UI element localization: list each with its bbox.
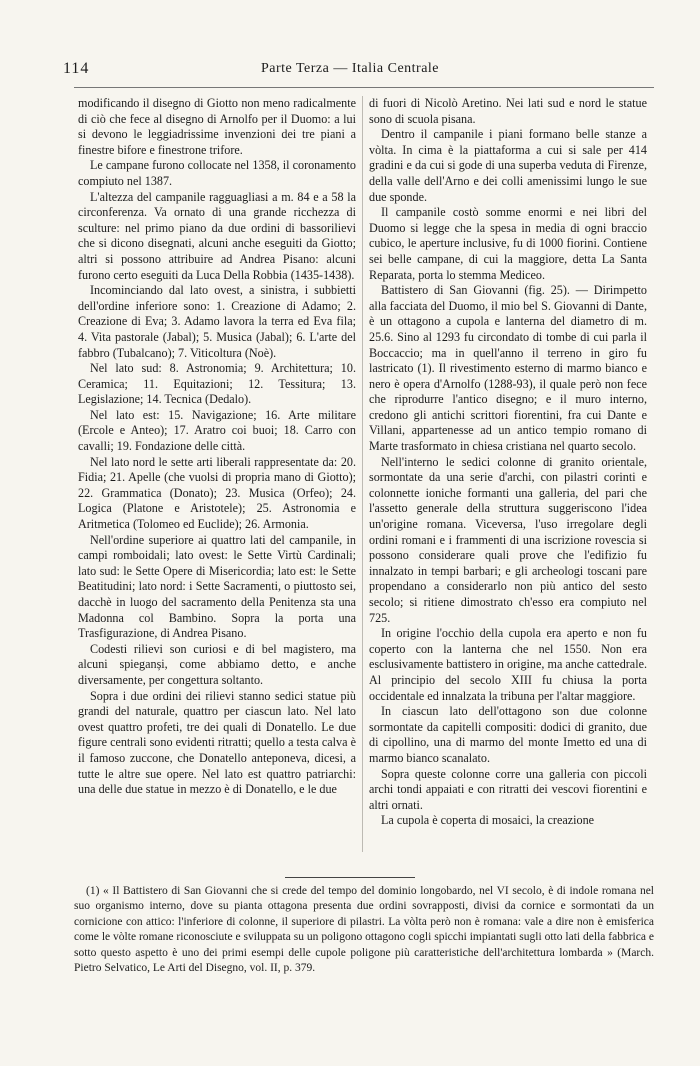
paragraph: In ciascun lato dell'ottagono son due colonne sormontate da capitelli compositi: dodici di granito, due di cipollino, una di marmo del monte Imetto ed una di marmo bianco scanalato. xyxy=(369,704,647,765)
paragraph: Nel lato est: 15. Navigazione; 16. Arte militare (Ercole e Anteo); 17. Aratro coi buoi; 18. Carro con cavalli; 19. Fondazione delle città. xyxy=(78,407,356,454)
footnote: (1) « Il Battistero di San Giovanni che si crede del tempo del dominio longobardo, nel VI secolo, è di indole romana nel suo organismo interno, dove su pianta ottagona presenta due ordini sovrapposti, divisi da cornice e sormontati da un cornicione con attico: l'inferiore di colonne, il superiore di pilastri. La vòlta però non è romana: vale a dire non è emisferica come le vòlte romane riconosciute e sviluppata su un poligono ottagono cogli spicchi impiantati sugli otto lati della fabbrica e sotto questo aspetto è uno dei primi esempi delle cupole poligone più caratteristiche dell'architettura lombarda » (March. Pietro Selvatico, Le Arti del Disegno, vol. II, p. 379. xyxy=(74,885,654,975)
column-divider xyxy=(362,96,363,852)
paragraph: Nell'ordine superiore ai quattro lati del campanile, in campi romboidali; lato ovest: le Sette Virtù Cardinali; lato sud: le Sette Opere di Misericordia; lato est: le Sette Beatitudini; lato nord: i Sette Sacramenti, o piuttosto sei, dacchè in luogo del sacramento della Penitenza sta una Madonna col Bambino. Sopra la porta una Trasfigurazione, di Andrea Pisano. xyxy=(78,532,356,641)
paragraph: Sopra queste colonne corre una galleria con piccoli archi tondi appaiati e con ritratti dei vescovi fiorentini e altri ornati. xyxy=(369,766,647,812)
running-head: Parte Terza — Italia Centrale xyxy=(260,61,440,76)
paragraph: In origine l'occhio della cupola era aperto e non fu coperto con la lanterna che nel 1550. Non era esclusivamente battistero in origine, ma anche cattedrale. Al principio del secolo XIII fu chiusa la porta occidentale ed innalzata la tribuna per l'altar maggiore. xyxy=(369,626,647,703)
paragraph: La cupola è coperta di mosaici, la creazione xyxy=(381,813,595,828)
footnote-rule xyxy=(285,877,415,878)
paragraph: Codesti rilievi son curiosi e di bel magistero, ma alcuni spieganși, come abbiamo detto, e anche diversamente, per congettura soltanto. xyxy=(78,641,356,687)
paragraph: L'altezza del campanile ragguagliasi a m. 84 e a 58 la circonferenza. Va ornato di una grande ricchezza di sculture: nel primo piano da due ordini di bassorilievi che si dicono disegnati, alcuni anche eseguiti da Giotto; altri si possono attribuire ad Andrea Pisano: alcuni furono certo eseguiti da Luca Della Robbia (1435-1438). xyxy=(78,189,356,282)
page-number: 114 xyxy=(63,60,90,77)
paragraph: Nel lato nord le sette arti liberali rappresentate da: 20. Fidia; 21. Apelle (che vuolsi di propria mano di Giotto); 22. Grammatica (Donato); 23. Musica (Orfeo); 24. Logica (Platone e Aristotele); 25. Astronomia e Aritmetica (Tolomeo ed Euclide); 26. Armonia. xyxy=(78,454,356,532)
right-column xyxy=(369,96,647,829)
paragraph: modificando il disegno di Giotto non meno radicalmente di ciò che fece al disegno di Arnolfo per il Duomo: a lui si devono le leggiadrissime invenzioni dei tre piani a finestre bifore e finestrone trifore. xyxy=(78,96,356,157)
paragraph: Incominciando dal lato ovest, a sinistra, i subbietti dell'ordine inferiore sono: 1. Creazione di Adamo; 2. Creazione di Eva; 3. Adamo lavora la terra ed Eva fila; 4. Vita pastorale (Jabal); 5. Musica (Jabal); 6. L'arte del fabbro (Tubalcano); 7. Viticoltura (Noè). xyxy=(78,283,356,360)
section-battistero: Battistero di San Giovanni (fig. 25). — Dirimpetto alla facciata del Duomo, il mio bel S. Giovanni di Dante, è un ottagono a cupola e lanterna del diametro di m. 25.6. Sino al 1293 fu circondato di tombe di cui parla il Boccaccio; ma in quell'anno il terreno in giro fu lastricato (1). Il rivestimento esterno di marmo bianco e nero è opera d'Arnolfo (1288-93), il quale però non fece che riprodurre l'antico disegno; e il muro interno, credono gli antichi scrittori fiorentini, fra cui Dante e Villani, appartenesse ad un antico tempio romano di Marte trasformato in chiesa cristiana nel quarto secolo. xyxy=(369,283,647,454)
paragraph: Dentro il campanile i piani formano belle stanze a vòlta. In cima è la piattaforma a cui si sale per 414 gradini e da cui si gode di una superba veduta di Firenze, della valle dell'Arno e dei colli amenissimi lungo le sue due sponde. xyxy=(369,127,647,204)
paragraph: Sopra i due ordini dei rilievi stanno sedici statue più grandi del naturale, quattro per ciascun lato. Nel lato ovest quattro profeti, tre dei quali di Donatello. Le due figure centrali sono evidenti ritratti; quello a testa calva è il famoso zuccone, che Donatello anteponeva, dicesi, a tutte le altre sue opere. Nel lato est quattro patriarchi: una delle due statue in mezzo è di Donatello, e le due xyxy=(78,688,356,797)
header-rule xyxy=(74,87,654,88)
paragraph: di fuori di Nicolò Aretino. Nei lati sud e nord le statue sono di scuola pisana. xyxy=(369,96,647,126)
paragraph: Le campane furono collocate nel 1358, il coronamento compiuto nel 1387. xyxy=(78,158,356,188)
paragraph: Il campanile costò somme enormi e nei libri del Duomo si legge che la spesa in media di ogni braccio cubico, le aperture inclusive, fu di 1000 fiorini. Contiene sei belle campane, di cui la maggiore, detta La Santa Reparata, porta lo stemma Mediceo. xyxy=(369,205,647,282)
left-column xyxy=(78,96,356,798)
paragraph: Nell'interno le sedici colonne di granito orientale, sormontate da una serie d'archi, con pilastri corinti e colonnette ioniche formanti una galleria, del pari che l'assetto generale della struttura suggeriscono l'idea un'origine romana. Viceversa, l'uso irregolare degli ordini romani e i frammenti di una iscrizione rovescia si possono considerare quali prove che l'edifizio fu innalzato in tempi barbari; e gli archeologi toscani pare propendano a considerarlo non più antico del sesto secolo; si ritiene dimostrato ch'esso era compiuto nel 725. xyxy=(369,454,647,625)
paragraph: Nel lato sud: 8. Astronomia; 9. Architettura; 10. Ceramica; 11. Equitazioni; 12. Tessitura; 13. Legislazione; 14. Tecnica (Dedalo). xyxy=(78,361,356,407)
